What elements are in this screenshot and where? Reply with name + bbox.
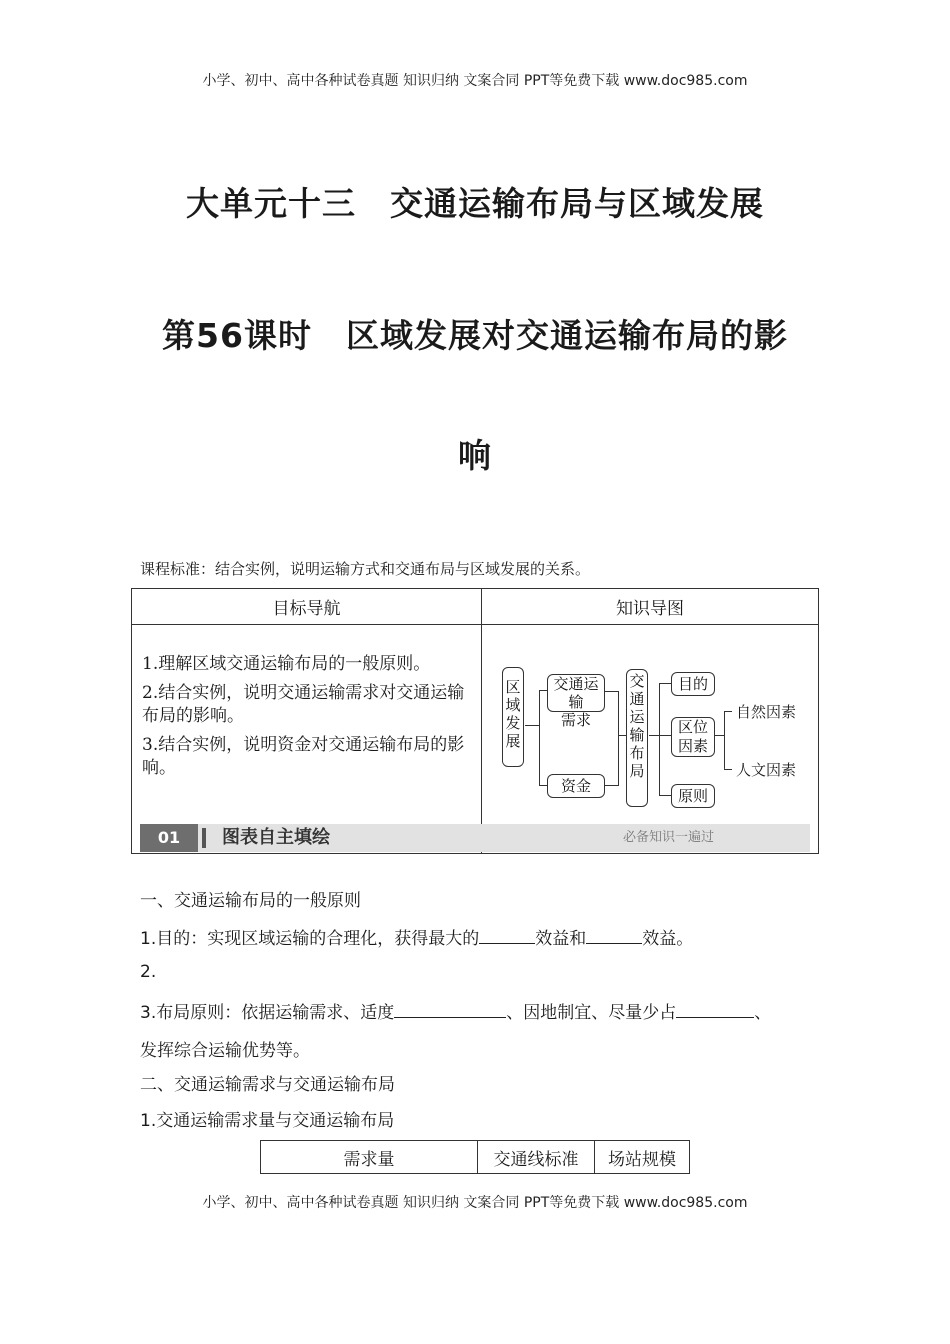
blank-line[interactable] bbox=[676, 999, 754, 1018]
fill-in-item-3 bbox=[140, 998, 771, 1023]
fill-in-item-2: 2. bbox=[140, 962, 157, 982]
connector bbox=[724, 711, 732, 712]
course-standard: 课程标准：结合实例，说明运输方式和交通布局与区域发展的关系。 bbox=[140, 560, 591, 578]
item3-text-a: 3.布局原则：依据运输需求、适度 bbox=[140, 1003, 395, 1023]
connector bbox=[714, 735, 724, 736]
banner-number: 01 bbox=[140, 824, 198, 852]
lesson-title: 第56课时 区域发展对交通运输布局的影 bbox=[162, 316, 788, 355]
table-header-goals: 目标导航 bbox=[132, 589, 482, 625]
connector bbox=[539, 690, 547, 691]
section2-heading: 二、交通运输需求与交通运输布局 bbox=[140, 1075, 395, 1095]
blank-line[interactable] bbox=[586, 925, 642, 944]
connector bbox=[618, 735, 626, 736]
goal-item: 1.理解区域交通运输布局的一般原则。 bbox=[142, 654, 431, 674]
node-capital: 资金 bbox=[547, 774, 605, 798]
node-location-factors: 区位 因素 bbox=[671, 717, 715, 757]
table-header-mindmap: 知识导图 bbox=[482, 589, 819, 625]
demand-table-header: 需求量 bbox=[261, 1141, 478, 1174]
item1-text-a: 1.目的：实现区域运输的合理化，获得最大的 bbox=[140, 929, 480, 949]
connector bbox=[659, 683, 671, 684]
connector bbox=[659, 735, 671, 736]
connector bbox=[539, 785, 547, 786]
section2-subheading: 1.交通运输需求量与交通运输布局 bbox=[140, 1111, 395, 1131]
lesson-title-continued: 响 bbox=[458, 436, 492, 475]
connector bbox=[618, 691, 619, 786]
node-purpose: 目的 bbox=[671, 672, 715, 696]
fill-in-item-1 bbox=[140, 924, 693, 949]
connector bbox=[604, 691, 618, 692]
page-header: 小学、初中、高中各种试卷真题 知识归纳 文案合同 PPT等免费下载 www.doc985.com bbox=[202, 73, 748, 89]
section1-heading: 一、交通运输布局的一般原则 bbox=[140, 891, 361, 911]
overview-table bbox=[131, 588, 819, 854]
node-natural-factors: 自然因素 bbox=[736, 703, 797, 721]
connector bbox=[525, 725, 539, 726]
demand-table-header: 交通线标准 bbox=[478, 1141, 595, 1174]
banner-subtitle: 必备知识一遍过 bbox=[622, 830, 714, 845]
blank-line[interactable] bbox=[479, 925, 535, 944]
unit-title: 大单元十三 交通运输布局与区域发展 bbox=[186, 184, 764, 223]
item3-text-c: 、 bbox=[754, 1003, 772, 1023]
node-region-development: 区 域 发 展 bbox=[502, 667, 524, 767]
goal-item: 3.结合实例，说明资金对交通运输布局的影响。 bbox=[142, 735, 465, 778]
item3-text-b: 、因地制宜、尽量少占 bbox=[506, 1003, 677, 1023]
connector bbox=[659, 795, 671, 796]
demand-table-header: 场站规模 bbox=[595, 1141, 690, 1174]
item1-text-c: 效益。 bbox=[642, 929, 694, 949]
node-principle: 原则 bbox=[671, 784, 715, 808]
banner-divider bbox=[202, 828, 206, 848]
node-transport-demand: 交通运输 需求 bbox=[547, 674, 605, 712]
section-banner bbox=[140, 824, 810, 852]
connector bbox=[649, 735, 659, 736]
node-human-factors: 人文因素 bbox=[736, 761, 797, 779]
connector bbox=[659, 683, 660, 795]
banner-title: 图表自主填绘 bbox=[222, 827, 330, 848]
item1-text-b: 效益和 bbox=[535, 929, 587, 949]
connector bbox=[724, 769, 732, 770]
node-transport-layout: 交 通 运 输 布 局 bbox=[626, 669, 648, 807]
connector bbox=[539, 690, 540, 785]
connector bbox=[604, 785, 618, 786]
fill-in-item-3-continued: 发挥综合运输优势等。 bbox=[140, 1041, 310, 1061]
demand-table bbox=[260, 1140, 690, 1174]
mind-map bbox=[482, 625, 822, 825]
blank-line[interactable] bbox=[394, 999, 506, 1018]
mindmap-cell bbox=[482, 625, 819, 854]
goals-cell bbox=[132, 625, 482, 854]
goal-item: 2.结合实例，说明交通运输需求对交通运输布局的影响。 bbox=[142, 683, 465, 726]
page-footer: 小学、初中、高中各种试卷真题 知识归纳 文案合同 PPT等免费下载 www.doc985.com bbox=[202, 1195, 748, 1211]
connector bbox=[724, 711, 725, 769]
